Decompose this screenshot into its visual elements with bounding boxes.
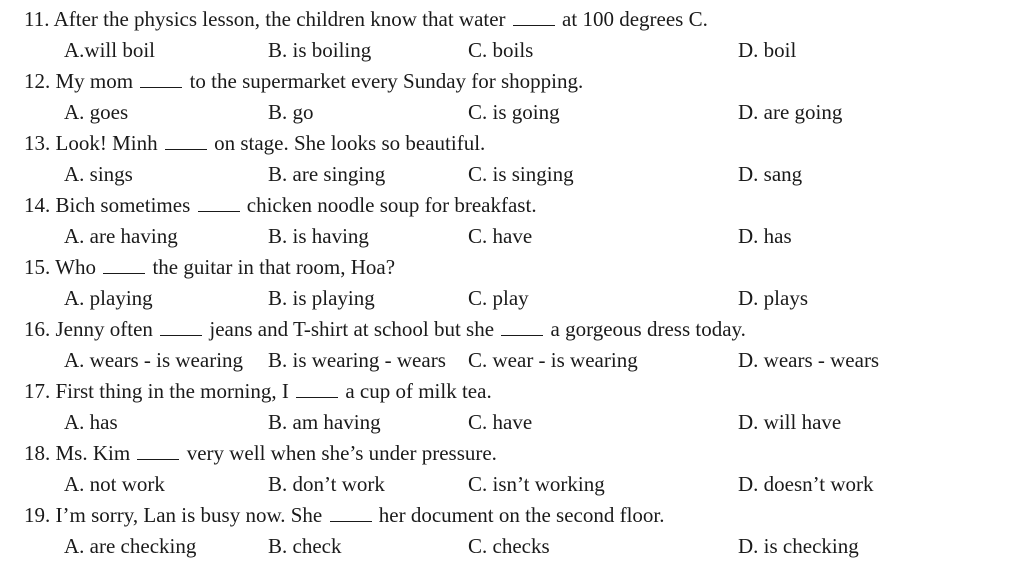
option-c: C. play [468,286,529,310]
question-stem [24,378,492,404]
option-c: C. boils [468,38,534,62]
question-11 [24,4,1014,66]
question-stem [24,6,708,32]
option-a: A. are having [64,224,178,248]
option-c: C. have [468,224,533,248]
stem-text-before: Jenny often [55,317,153,341]
answer-blank [296,379,338,398]
question-18 [24,438,1014,500]
stem-text-after: to the supermarket every Sunday for shopping. [189,69,584,93]
option-a: A. are checking [64,534,197,558]
option-d: D. has [738,224,792,248]
stem-text-before: My mom [55,69,134,93]
option-a: A. sings [64,162,133,186]
stem-text-after: the guitar in that room, Hoa? [152,255,396,279]
question-stem [24,440,497,466]
stem-text-before: Ms. Kim [55,441,131,465]
option-b: B. don’t work [268,472,385,496]
option-b: B. is playing [268,286,375,310]
answer-blank [165,131,207,150]
option-b: B. is having [268,224,369,248]
question-13 [24,128,1014,190]
option-b: B. is boiling [268,38,372,62]
stem-text-before: After the physics lesson, the children know that water [53,7,506,31]
option-a: A. playing [64,286,153,310]
stem-text-after: chicken noodle soup for breakfast. [246,193,537,217]
question-14 [24,190,1014,252]
stem-text-before: Who [55,255,96,279]
stem-text-after: very well when she’s under pressure. [186,441,497,465]
stem-text-before: Look! Minh [55,131,158,155]
option-d: D. will have [738,410,842,434]
stem-text-before: I’m sorry, Lan is busy now. She [55,503,323,527]
option-b: B. check [268,534,342,558]
question-number: 12. [24,69,51,93]
answer-blank [160,317,202,336]
question-16 [24,314,1014,376]
option-c: C. is going [468,100,560,124]
option-d: D. doesn’t work [738,472,874,496]
option-d: D. wears - wears [738,348,880,372]
answer-blank [513,7,555,26]
stem-text-after: at 100 degrees C. [562,7,708,31]
question-17 [24,376,1014,438]
question-number: 14. [24,193,51,217]
option-b: B. is wearing - wears [268,348,446,372]
answer-blank [137,441,179,460]
question-number: 13. [24,131,51,155]
stem-text-before: First thing in the morning, I [55,379,289,403]
answer-blank [103,255,145,274]
question-number: 17. [24,379,51,403]
stem-text-after: a gorgeous dress today. [550,317,746,341]
option-c: C. wear - is wearing [468,348,638,372]
question-number: 11. [24,7,50,31]
option-d: D. boil [738,38,797,62]
option-c: C. isn’t working [468,472,605,496]
question-stem [24,192,537,218]
option-a: A. wears - is wearing [64,348,244,372]
option-d: D. plays [738,286,808,310]
option-c: C. is singing [468,162,574,186]
question-12 [24,66,1014,128]
option-a: A. goes [64,100,129,124]
option-d: D. are going [738,100,843,124]
option-a: A. has [64,410,118,434]
option-a: A.will boil [64,38,156,62]
question-stem [24,68,583,94]
question-number: 18. [24,441,51,465]
question-stem [24,316,746,342]
question-stem [24,502,665,528]
answer-blank [140,69,182,88]
question-stem [24,130,485,156]
option-b: B. are singing [268,162,386,186]
question-stem [24,254,395,280]
answer-blank [501,317,543,336]
option-d: D. sang [738,162,803,186]
option-d: D. is checking [738,534,859,558]
question-number: 19. [24,503,51,527]
option-c: C. checks [468,534,550,558]
answer-blank [198,193,240,212]
stem-text-after: her document on the second floor. [378,503,665,527]
question-number: 16. [24,317,51,341]
stem-text-middle: jeans and T-shirt at school but she [209,317,495,341]
stem-text-after: on stage. She looks so beautiful. [214,131,486,155]
option-a: A. not work [64,472,165,496]
question-number: 15. [24,255,51,279]
option-b: B. go [268,100,314,124]
question-19 [24,500,1014,562]
question-15 [24,252,1014,314]
answer-blank [330,503,372,522]
option-c: C. have [468,410,533,434]
option-b: B. am having [268,410,381,434]
stem-text-after: a cup of milk tea. [345,379,492,403]
stem-text-before: Bich sometimes [55,193,191,217]
